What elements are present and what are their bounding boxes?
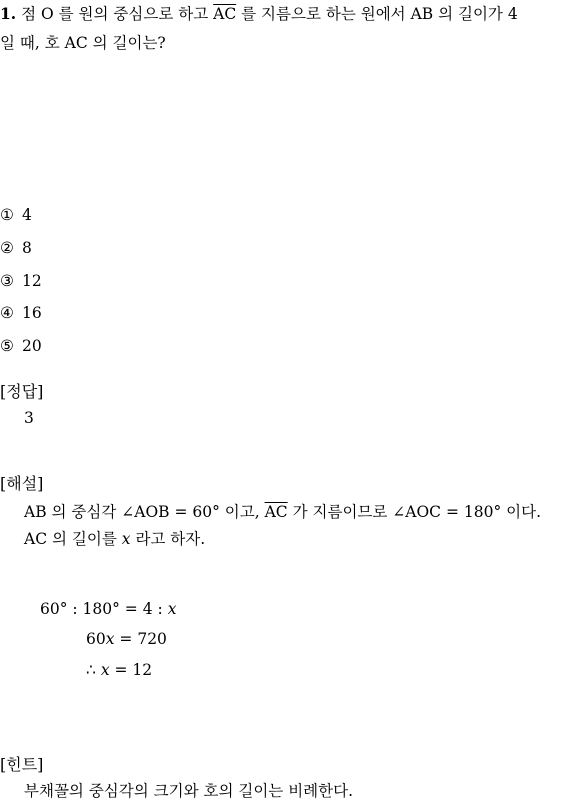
choice-5-value: 20 bbox=[22, 337, 42, 355]
explanation-label: [해설] bbox=[0, 474, 44, 493]
equation-3-rhs: = 12 bbox=[114, 661, 153, 679]
explanation-line-2-part-b: 라고 하자. bbox=[135, 530, 206, 548]
equation-3-variable: x bbox=[100, 661, 110, 679]
hint-label: [힌트] bbox=[0, 755, 44, 774]
choice-2[interactable] bbox=[0, 239, 32, 257]
equation-3 bbox=[86, 661, 152, 679]
choice-3-mark: ③ bbox=[0, 272, 14, 290]
choice-4-mark: ④ bbox=[0, 304, 14, 322]
arc-ac-notation: $\overline{AC}$ bbox=[213, 5, 237, 23]
question-text-part-2: 를 지름으로 하는 원에서 AB 의 길이가 4 bbox=[241, 5, 518, 23]
explanation-line-1 bbox=[24, 500, 541, 522]
choice-5-mark: ⑤ bbox=[0, 337, 14, 355]
equation-2-coefficient: 60 bbox=[86, 630, 106, 648]
equation-1-variable: x bbox=[167, 600, 177, 618]
question-text-part-1: 점 O 를 원의 중심으로 하고 bbox=[21, 5, 209, 23]
explanation-line-1-part-b: 가 지름이므로 ∠AOC = 180° 이다. bbox=[292, 503, 542, 521]
therefore-symbol: ∴ bbox=[86, 661, 96, 679]
choice-3[interactable] bbox=[0, 272, 42, 290]
explanation-line-1-part-a: AB 의 중심각 ∠AOB = 60° 이고, bbox=[24, 503, 260, 521]
answer-label: [정답] bbox=[0, 382, 44, 401]
explanation-arc-ac: $\overline{AC}$ bbox=[264, 503, 288, 521]
choice-1[interactable] bbox=[0, 206, 32, 224]
explanation-variable-x: x bbox=[121, 530, 131, 548]
explanation-line-2-part-a: AC 의 길이를 bbox=[24, 530, 117, 548]
equation-1-text: 60° : 180° = 4 : bbox=[40, 600, 163, 618]
question-number: 1. bbox=[0, 4, 17, 23]
choice-2-value: 8 bbox=[22, 239, 32, 257]
answer-value: 3 bbox=[24, 409, 34, 427]
hint-text: 부채꼴의 중심각의 크기와 호의 길이는 비례한다. bbox=[24, 782, 354, 800]
choice-5[interactable] bbox=[0, 337, 42, 355]
choice-3-value: 12 bbox=[22, 272, 42, 290]
choice-4[interactable] bbox=[0, 304, 42, 322]
equation-2-variable: x bbox=[105, 630, 115, 648]
question-line-1 bbox=[0, 2, 518, 24]
equation-2-rhs: = 720 bbox=[119, 630, 167, 648]
choice-2-mark: ② bbox=[0, 239, 14, 257]
choice-1-mark: ① bbox=[0, 206, 14, 224]
equation-1 bbox=[40, 600, 176, 618]
explanation-line-2 bbox=[24, 527, 205, 549]
choice-1-value: 4 bbox=[22, 206, 32, 224]
choice-4-value: 16 bbox=[22, 304, 42, 322]
equation-2 bbox=[86, 630, 167, 648]
question-line-2: 일 때, 호 AC 의 길이는? bbox=[0, 34, 166, 52]
